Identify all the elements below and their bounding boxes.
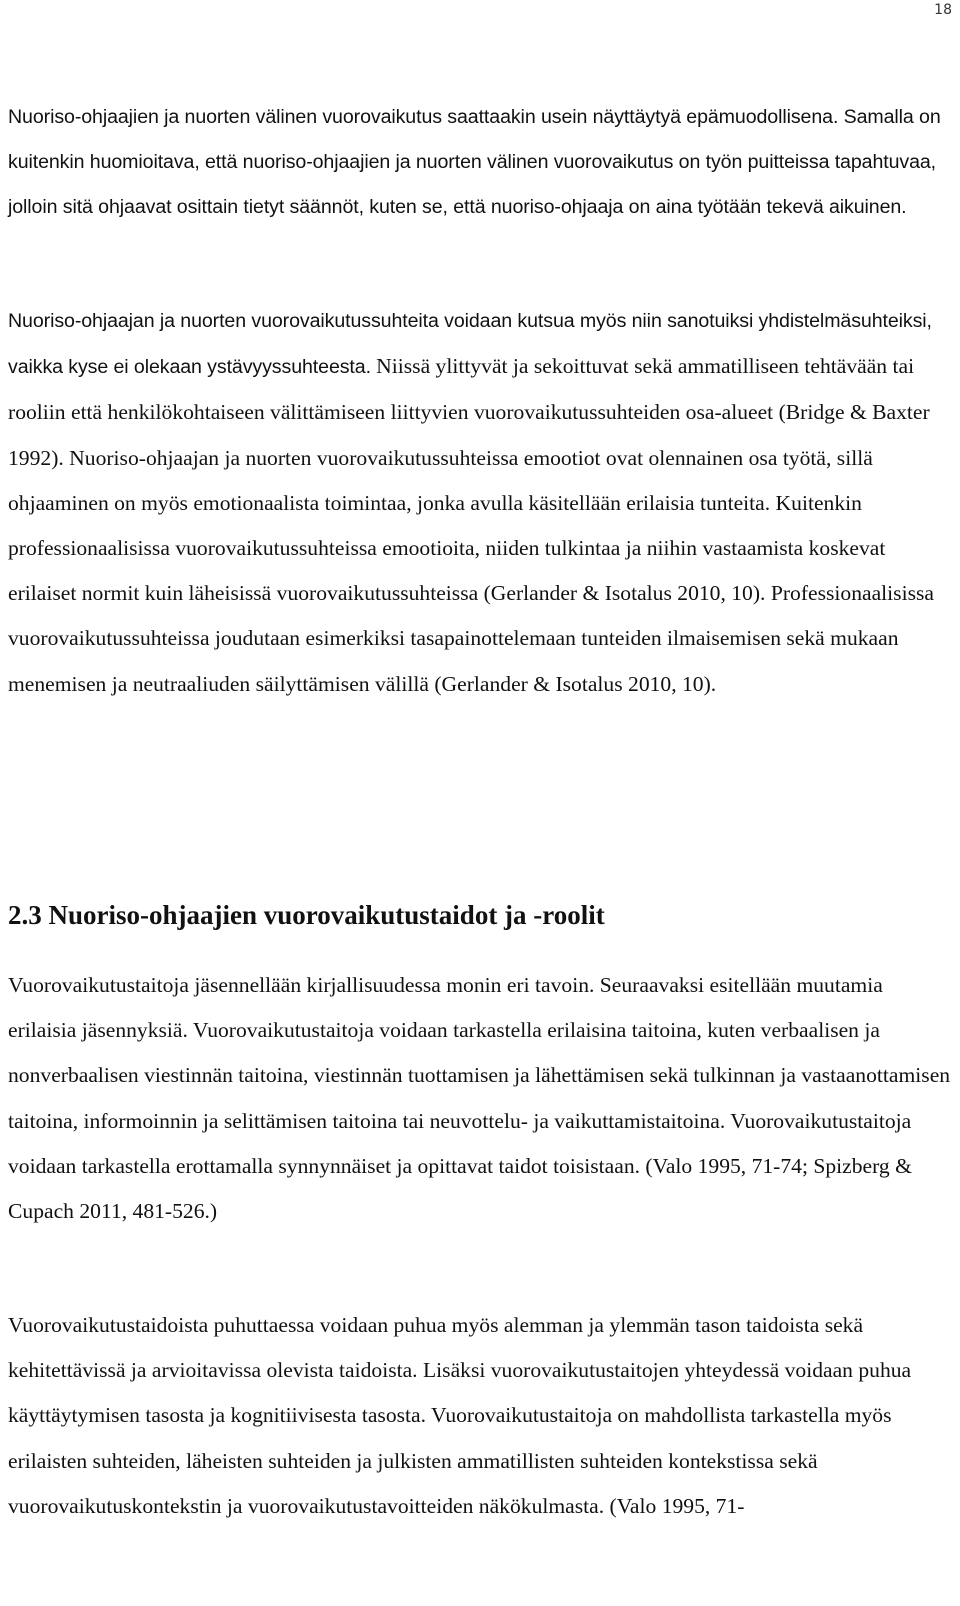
paragraph-skill-levels: Vuorovaikutustaidoista puhuttaessa voidaan puhua myös alemman ja ylemmän tason taidoista sekä kehitettävissä ja arvioitavissa olevista taidoista. Lisäksi vuorovaikutustaitojen yhteydessä voidaan puhua käyttäytymisen tasosta ja kognitiivisesta tasosta. Vuorovaikutustaitoja on mahdollista tarkastella myös erilaisten suhteiden, läheisten suhteiden ja julkisten ammatillisten suhteiden kontekstissa sekä vuorovaikutuskontekstin ja vuorovaikutustavoitteiden näkökulmasta. (Valo 1995, 71- bbox=[8, 1313, 912, 1518]
page-number: 18 bbox=[934, 2, 952, 18]
paragraph-youth-worker-interaction: Nuoriso-ohjaajien ja nuorten välinen vuorovaikutus saattaakin usein näyttäytyä epämuodollisena. Samalla on kuitenkin huomioitava, että nuoriso-ohjaajien ja nuorten välinen vuorovaikutus on työn puitteissa tapahtuvaa, jolloin sitä ohjaavat osittain tietyt säännöt, kuten se, että nuoriso-ohjaaja on aina työtään tekevä aikuinen. bbox=[8, 106, 941, 219]
paragraph-serif-part: Niissä ylittyvät ja sekoittuvat sekä ammatilliseen tehtävään tai rooliin että henkilökohtaiseen välittämiseen liittyvien vuorovaikutussuhteiden osa-alueet (Bridge & Baxter 1992). Nuoriso-ohjaajan ja nuorten vuorovaikutussuhteissa emootiot ovat olennainen osa työtä, sillä ohjaaminen on myös emotionaalista toimintaa, jonka avulla käsitellään erilaisia tunteita. Kuitenkin professionaalisissa vuorovaikutussuhteissa emootioita, niiden tulkintaa ja niihin vastaamista koskevat erilaiset normit kuin läheisissä vuorovaikutussuhteissa (Gerlander & Isotalus 2010, 10). Professionaalisissa vuorovaikutussuhteissa joudutaan esimerkiksi tasapainottelemaan tunteiden ilmaisemisen sekä mukaan menemisen ja neutraaliuden säilyttämisen välillä (Gerlander & Isotalus 2010, 10). bbox=[8, 354, 934, 696]
section-heading: 2.3 Nuoriso-ohjaajien vuorovaikutustaidot ja -roolit bbox=[8, 900, 605, 930]
paragraph-interaction-skills: Vuorovaikutustaitoja jäsennellään kirjallisuudessa monin eri tavoin. Seuraavaksi esitellään muutamia erilaisia jäsennyksiä. Vuorovaikutustaitoja voidaan tarkastella erilaisina taitoina, kuten verbaalisen ja nonverbaalisen viestinnän taitoina, viestinnän tuottamisen ja lähettämisen sekä tulkinnan ja vastaanottamisen taitoina, informoinnin ja selittämisen taitoina tai neuvottelu- ja vaikuttamistaitoina. Vuorovaikutustaitoja voidaan tarkastella erottamalla synnynnäiset ja opittavat taidot toisistaan. (Valo 1995, 71-74; Spizberg & Cupach 2011, 481-526.) bbox=[8, 973, 951, 1224]
paragraph-combination-relationships bbox=[8, 298, 954, 707]
paragraph-sans-part: Nuoriso-ohjaajan ja nuorten vuorovaikutussuhteita voidaan kutsua myös niin sanotuiksi yhdistelmäsuhteiksi, vaikka kyse ei olekaan ystävyyssuhteesta. bbox=[8, 310, 932, 379]
